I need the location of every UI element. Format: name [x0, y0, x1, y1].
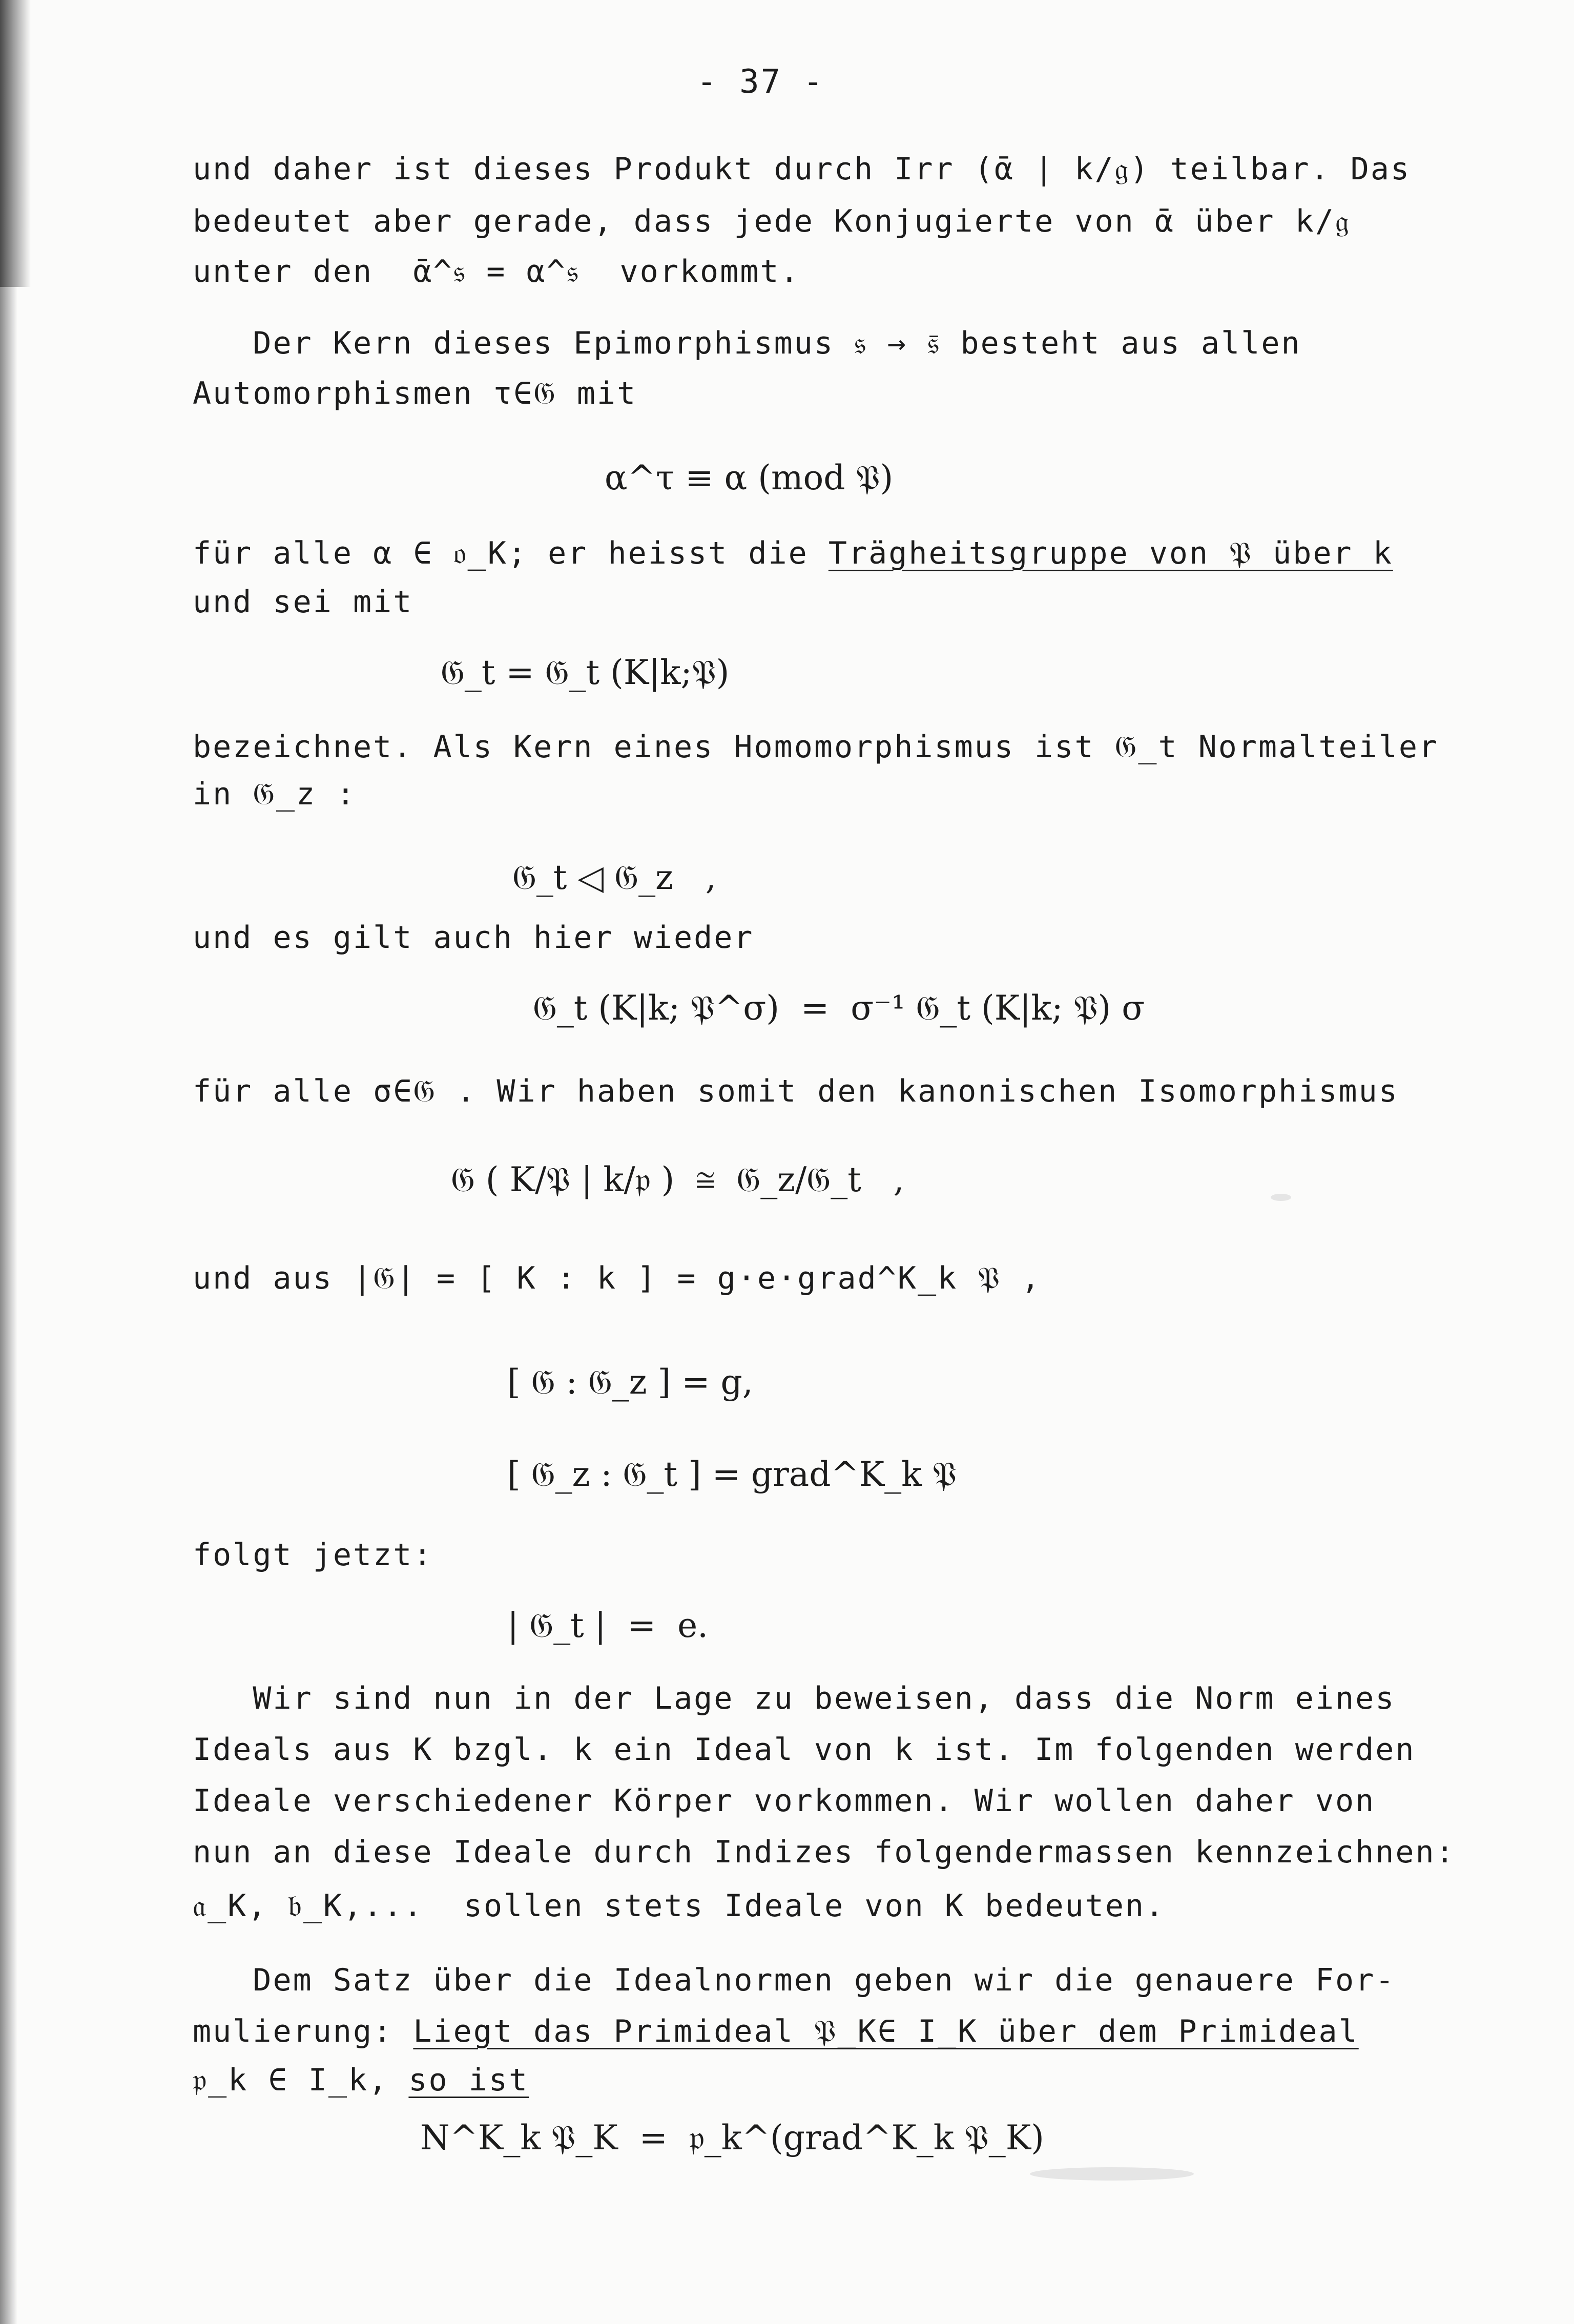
text-line-p10-3-plain: 𝔭_k ∈ I_k, [193, 2062, 409, 2098]
text-line-p10-2 [193, 2016, 1359, 2047]
page-number: - 37 - [697, 63, 825, 101]
scan-binding-shadow [0, 0, 31, 287]
text-line-p9-5: 𝔞_K, 𝔟_K,... sollen stets Ideale von K bedeuten. [193, 1888, 1166, 1924]
text-line-p3-1 [193, 535, 1393, 571]
equation-congruence: α^τ ≡ α (mod 𝔓) [605, 458, 894, 497]
text-line-p9-3: Ideale verschiedener Körper vorkommen. Wir wollen daher von [193, 1783, 1376, 1819]
equation-conjugation: 𝔊_t (K|k; 𝔓^σ) = σ⁻¹ 𝔊_t (K|k; 𝔓) σ [533, 988, 1145, 1028]
text-line-p5-1: und es gilt auch hier wieder [193, 920, 754, 956]
equation-normal-subgroup: 𝔊_t ◁ 𝔊_z , [512, 858, 716, 897]
text-line-p9-2: Ideals aus K bzgl. k ein Ideal von k ist. Im folgenden werden [193, 1732, 1416, 1768]
text-line-p9-4: nun an diese Ideale durch Indizes folgendermassen kennzeichnen: [193, 1834, 1456, 1870]
theorem-statement-start: Liegt das Primideal 𝔓_K∈ I_K über dem Primideal [413, 2014, 1359, 2049]
equation-ideal-norm: N^K_k 𝔓_K = 𝔭_k^(grad^K_k 𝔓_K) [420, 2118, 1044, 2157]
text-line-p1-1: und daher ist dieses Produkt durch Irr (ᾱ | k/𝔤) teilbar. Das [193, 151, 1411, 187]
scan-smudge [1030, 2167, 1194, 2181]
text-line-p2-2: Automorphismen τ∈𝔊 mit [193, 376, 637, 411]
text-line-p10-3 [193, 2062, 529, 2098]
equation-index-inertia: [ 𝔊_z : 𝔊_t ] = grad^K_k 𝔓 [507, 1455, 957, 1494]
text-line-p3-2: und sei mit [193, 584, 413, 620]
text-line-p1-3: unter den ᾱ^𝔰 = α^𝔰 vorkommt. [193, 254, 800, 289]
scan-page-edge-shadow [0, 0, 17, 2324]
text-line-p1-2: bedeutet aber gerade, dass jede Konjugierte von ᾱ über k/𝔤 [193, 203, 1351, 239]
text-line-p2-1: Der Kern dieses Epimorphismus 𝔰 → 𝔰̄ besteht aus allen [193, 325, 1301, 361]
term-traegheitsgruppe: Trägheitsgruppe von 𝔓 über k [828, 535, 1393, 571]
text-line-p7-1: und aus |𝔊| = [ K : k ] = g·e·grad^K_k 𝔓 , [193, 1260, 1042, 1296]
scan-dot [1271, 1194, 1291, 1201]
text-line-p8-1: folgt jetzt: [193, 1537, 433, 1573]
equation-inertia-order: | 𝔊_t | = e. [507, 1606, 709, 1645]
text-line-p4-1: bezeichnet. Als Kern eines Homomorphismus ist 𝔊_t Normalteiler [193, 729, 1439, 765]
text-line-p3-1-plain: für alle α ∈ 𝔬_K; er heisst die [193, 535, 829, 571]
equation-inertia-group: 𝔊_t = 𝔊_t (K|k;𝔓) [441, 653, 730, 692]
theorem-statement-end: so ist [408, 2062, 529, 2098]
text-line-p9-1: Wir sind nun in der Lage zu beweisen, dass die Norm eines [193, 1680, 1396, 1716]
text-line-p6-1: für alle σ∈𝔊 . Wir haben somit den kanonischen Isomorphismus [193, 1073, 1399, 1109]
equation-index-decomposition: [ 𝔊 : 𝔊_z ] = g, [507, 1362, 753, 1402]
equation-isomorphism: 𝔊 ( K/𝔓 | k/𝔭 ) ≅ 𝔊_z/𝔊_t , [451, 1160, 904, 1199]
text-line-p4-2: in 𝔊_z : [193, 776, 357, 812]
text-line-p10-2-plain: mulierung: [193, 2014, 413, 2049]
text-line-p10-1: Dem Satz über die Idealnormen geben wir die genauere For- [193, 1962, 1396, 1998]
